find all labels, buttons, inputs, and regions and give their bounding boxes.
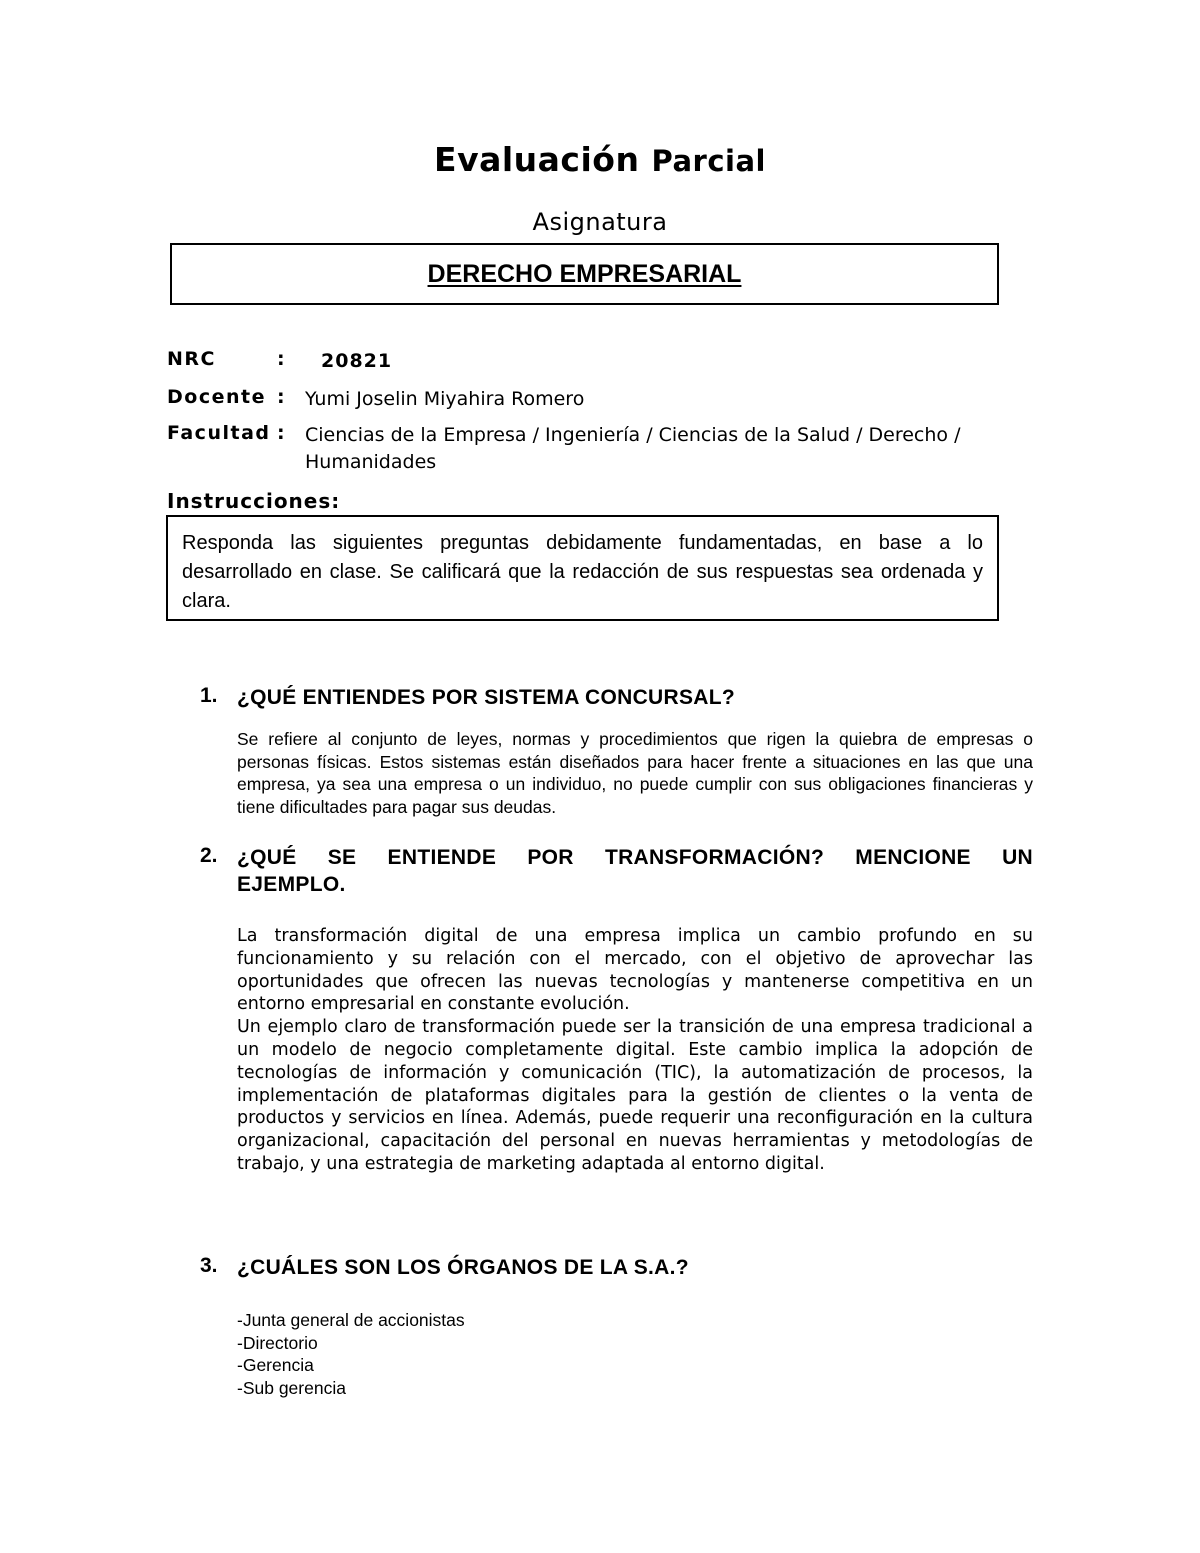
question-number: 3. [200, 1254, 218, 1277]
question-text: ¿QUÉ SE ENTIENDE POR TRANSFORMACIÓN? MENCIONE UN EJEMPLO. [237, 846, 1033, 896]
page-title [0, 140, 1200, 179]
answer-1: Se refiere al conjunto de leyes, normas y procedimientos que rigen la quiebra de empresas o personas físicas. Estos sistemas están diseñados para hacer frente a situaciones en las que una empresa, ya sea una empresa o un individuo, no puede cumplir con sus obligaciones financieras y tiene dificultades para pagar sus deudas. [237, 729, 1033, 817]
facultad-value: Ciencias de la Empresa / Ingeniería / Ciencias de la Salud / Derecho / Humanidades [305, 424, 961, 473]
docente-colon: : [277, 386, 285, 408]
instructions-label: Instrucciones: [167, 489, 341, 513]
title-sub: Parcial [651, 144, 766, 178]
answer-3 [237, 1309, 1033, 1399]
answer-paragraph: Un ejemplo claro de transformación puede ser la transición de una empresa tradicional a un modelo de negocio completamente digital. Este cambio implica la adopción de tecnologías de información y comunicación (TIC), la automatización de procesos, la implementación de plataformas digitales para la gestión de clientes o la venta de productos y servicios en línea. Además, puede requerir una reconfiguración en la cultura organizacional, capacitación del personal en nuevas herramientas y metodologías de trabajo, y una estrategia de marketing adaptada al entorno digital. [237, 1017, 1033, 1174]
nrc-label: NRC [167, 348, 216, 370]
list-item: -Sub gerencia [237, 1377, 346, 1398]
answer-2 [237, 925, 1033, 1176]
title-main: Evaluación [434, 140, 640, 179]
answer-paragraph: La transformación digital de una empresa implica un cambio profundo en su funcionamiento y su relación con el mercado, con el objetivo de aprovechar las oportunidades que ofrecen las nuevas tecnologías y mantenerse competitiva en un entorno empresarial en constante evolución. [237, 926, 1033, 1015]
list-item: -Junta general de accionistas [237, 1310, 465, 1330]
subject-label: Asignatura [532, 208, 668, 236]
question-number: 2. [200, 844, 218, 867]
facultad-label: Facultad [167, 422, 271, 444]
list-item: -Gerencia [237, 1355, 314, 1375]
subject-box [170, 243, 999, 305]
docente-value: Yumi Joselin Miyahira Romero [305, 388, 585, 410]
subject-name: DERECHO EMPRESARIAL [427, 259, 742, 288]
list-item: -Directorio [237, 1332, 318, 1353]
question-text: ¿QUÉ ENTIENDES POR SISTEMA CONCURSAL? [237, 686, 736, 709]
question-number: 1. [200, 684, 218, 707]
docente-label: Docente [167, 386, 266, 408]
nrc-colon: : [277, 348, 285, 370]
instructions-box: Responda las siguientes preguntas debidamente fundamentadas, en base a lo desarrollado en clase. Se calificará que la redacción de sus respuestas sea ordenada y clara. [166, 515, 999, 621]
nrc-value: 20821 [321, 350, 393, 372]
facultad-colon: : [277, 422, 285, 444]
question-text: ¿CUÁLES SON LOS ÓRGANOS DE LA S.A.? [237, 1256, 689, 1279]
